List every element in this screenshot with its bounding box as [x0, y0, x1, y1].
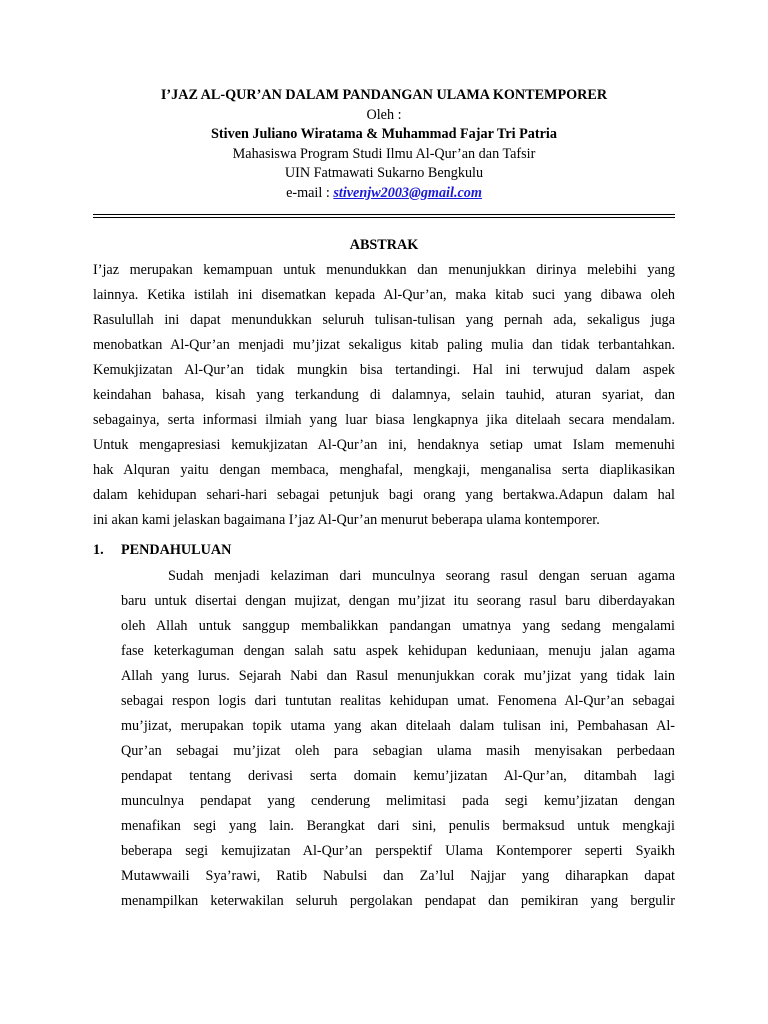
body-line: sebagai respon logis dari tuntutan realitas kehidupan umat. Fenomena Al-Qur’an sebagai — [121, 693, 675, 709]
body-line: beberapa segi kemujizatan Al-Qur’an perspektif Ulama Kontemporer seperti Syaikh — [121, 843, 675, 859]
paper-header — [0, 86, 768, 203]
abstract-line: menobatkan Al-Qur’an menjadi mu’jizat sekaligus kitab paling mulia dan tidak terbantahkan. — [93, 337, 675, 353]
abstract-line: sebagainya, serta informasi ilmiah yang luar biasa lengkapnya jika ditelaah secara mendalam. — [93, 412, 675, 428]
abstract-line: I’jaz merupakan kemampuan untuk menundukkan dan menunjukkan dirinya melebihi yang — [93, 262, 675, 278]
by-label: Oleh : — [366, 106, 402, 123]
abstract-line: dalam kehidupan sehari-hari sebagai petunjuk bagi orang yang bertakwa.Adapun dalam hal — [93, 487, 675, 503]
abstract-line: Kemukjizatan Al-Qur’an tidak mungkin bisa tertandingi. Hal ini terwujud dalam aspek — [93, 362, 675, 378]
body-line: menafikan segi yang lain. Berangkat dari sini, penulis bermaksud untuk mengkaji — [121, 818, 675, 834]
body-line: Sudah menjadi kelaziman dari munculnya seorang rasul dengan seruan agama — [168, 568, 675, 584]
header-rule-top — [93, 214, 675, 215]
body-line: Mutawwaili Sya’rawi, Ratib Nabulsi dan Za’lul Najjar yang diharapkan dapat — [121, 868, 675, 884]
abstract-line: keindahan bahasa, kisah yang terkandung di dalamnya, selain tauhid, aturan syariat, dan — [93, 387, 675, 403]
paper-title: I’JAZ AL-QUR’AN DALAM PANDANGAN ULAMA KONTEMPORER — [160, 87, 608, 103]
body-line: fase keterkaguman dengan salah satu aspek kehidupan keduniaan, menuju jalan agama — [121, 643, 675, 659]
affiliation-university: UIN Fatmawati Sukarno Bengkulu — [284, 165, 484, 181]
email-link[interactable]: stivenjw2003@gmail.com — [333, 184, 482, 201]
body-line: Qur’an sebagai mu’jizat oleh para sebagian ulama masih menyisakan perbedaan — [121, 743, 675, 759]
body-line: munculnya pendapat yang cenderung melimitasi pada segi kemu’jizatan dengan — [121, 793, 675, 809]
body-line: oleh Allah untuk sanggup membalikkan pandangan umatnya yang sedang mengalami — [121, 618, 675, 634]
abstract-line: lainnya. Ketika istilah ini disematkan kepada Al-Qur’an, maka kitab suci yang dibawa oleh — [93, 287, 675, 303]
body-line: baru untuk disertai dengan mujizat, dengan mu’jizat itu seorang rasul baru diberdayakan — [121, 593, 675, 609]
email-label: e-mail : — [286, 184, 334, 201]
section-heading: PENDAHULUAN — [121, 542, 232, 558]
body-line: mu’jizat, merupakan topik utama yang akan ditelaah dalam tulisan ini, Pembahasan Al- — [121, 718, 675, 734]
abstract-line: hak Alquran yaitu dengan membaca, menghafal, mengkaji, menganalisa serta diaplikasikan — [93, 462, 675, 478]
email-line — [0, 184, 768, 204]
abstract-line: Untuk mengapresiasi kemukjizatan Al-Qur’an ini, hendaknya setiap umat Islam memenuhi — [93, 437, 675, 453]
authors: Stiven Juliano Wiratama & Muhammad Fajar Tri Patria — [211, 126, 557, 142]
abstract-heading: ABSTRAK — [349, 237, 419, 253]
body-line: Allah yang lurus. Sejarah Nabi dan Rasul menunjukkan corak mu’jizat yang tidak lain — [121, 668, 675, 684]
section-number: 1. — [93, 542, 104, 558]
body-line: menampilkan keterwakilan seluruh pergolakan pendapat dan pemikiran yang bergulir — [121, 893, 675, 909]
affiliation-program: Mahasiswa Program Studi Ilmu Al-Qur’an dan Tafsir — [232, 145, 536, 162]
body-line: pendapat tentang derivasi serta domain kemu’jizatan Al-Qur’an, ditambah lagi — [121, 768, 675, 784]
abstract-line: ini akan kami jelaskan bagaimana I’jaz Al-Qur’an menurut beberapa ulama kontemporer. — [93, 512, 600, 528]
header-rule-bottom — [93, 217, 675, 218]
abstract-line: Rasulullah ini dapat menundukkan seluruh tulisan-tulisan yang pernah ada, sekaligus juga — [93, 312, 675, 328]
